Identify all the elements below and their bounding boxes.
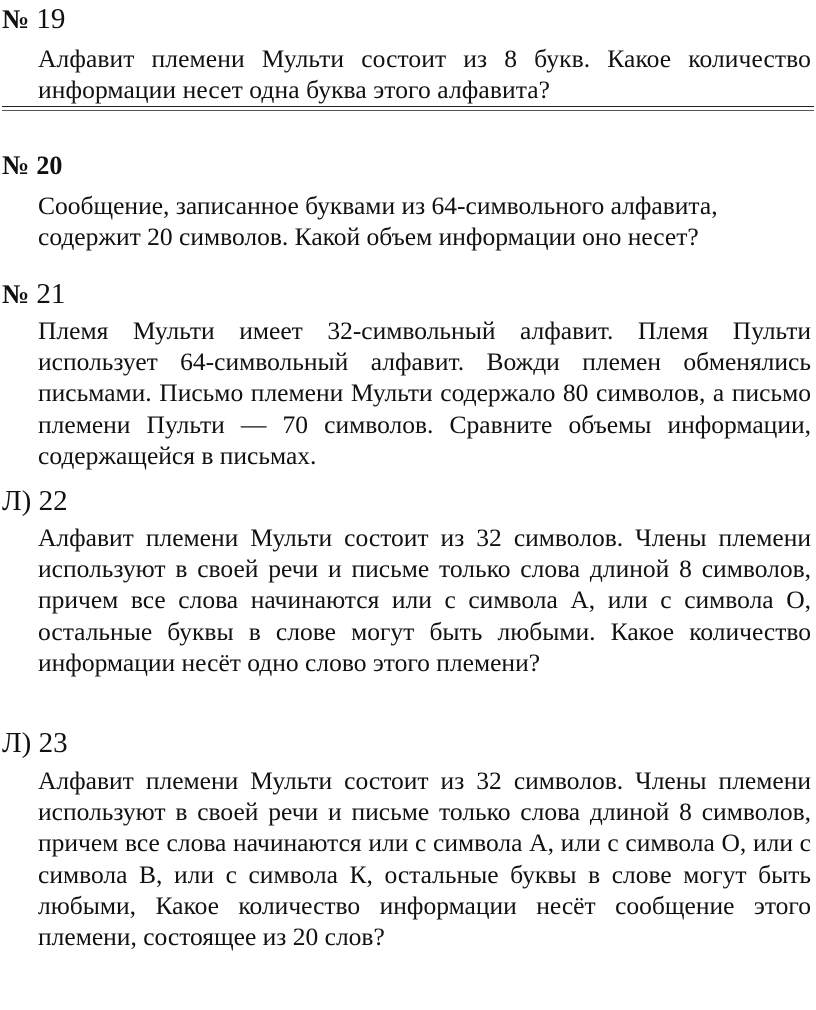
- task-prefix: №: [2, 279, 30, 309]
- task-number: 21: [36, 278, 66, 310]
- task-header: [2, 726, 68, 760]
- task-text: Сообщение, записанное буквами из 64-символьного алфавита, содержит 20 символов. Какой объем информации оно несет?: [38, 191, 718, 252]
- task-prefix: №: [2, 150, 30, 180]
- task-header: [2, 2, 65, 36]
- task-number: 20: [36, 151, 63, 180]
- task-prefix: Л): [2, 727, 32, 759]
- task-number: 23: [38, 727, 68, 759]
- task-number: 22: [38, 485, 68, 517]
- divider-line: [2, 106, 814, 107]
- task-text: Алфавит племени Мульти состоит из 32 символов. Члены племени используют в своей речи и письме только слова длиной 8 символов, причем все слова начинаются или с символа А, или с символа О, или с символа В, или с символа К, остальные буквы в слове могут быть любыми, Какое количество информации несёт сообщение этого племени, состоящее из 20 слов?: [38, 766, 811, 952]
- task-text: Алфавит племени Мульти состоит из 32 символов. Члены племени используют в своей речи и письме только слова длиной 8 символов, причем все слова начинаются или с символа А, или с символа О, остальные буквы в слове могут быть любыми. Какое количество информации несёт одно слово этого племени?: [38, 523, 811, 677]
- task-header: [2, 148, 62, 183]
- task-number: 19: [36, 3, 66, 35]
- task-prefix: Л): [2, 485, 32, 517]
- task-header: [2, 484, 68, 518]
- task-text: Алфавит племени Мульти состоит из 8 букв. Какое количество информации несет одна буква этого алфавита?: [38, 44, 811, 105]
- divider-line: [2, 110, 814, 111]
- task-header: [2, 277, 65, 311]
- task-text: Племя Мульти имеет 32-символьный алфавит. Племя Пульти использует 64-символьный алфавит. Вожди племен обменялись письмами. Письмо племени Мульти содержало 80 символов, а письмо племени Пульти — 70 символов. Сравните объемы информации, содержащейся в письмах.: [38, 316, 811, 470]
- task-prefix: №: [2, 4, 30, 34]
